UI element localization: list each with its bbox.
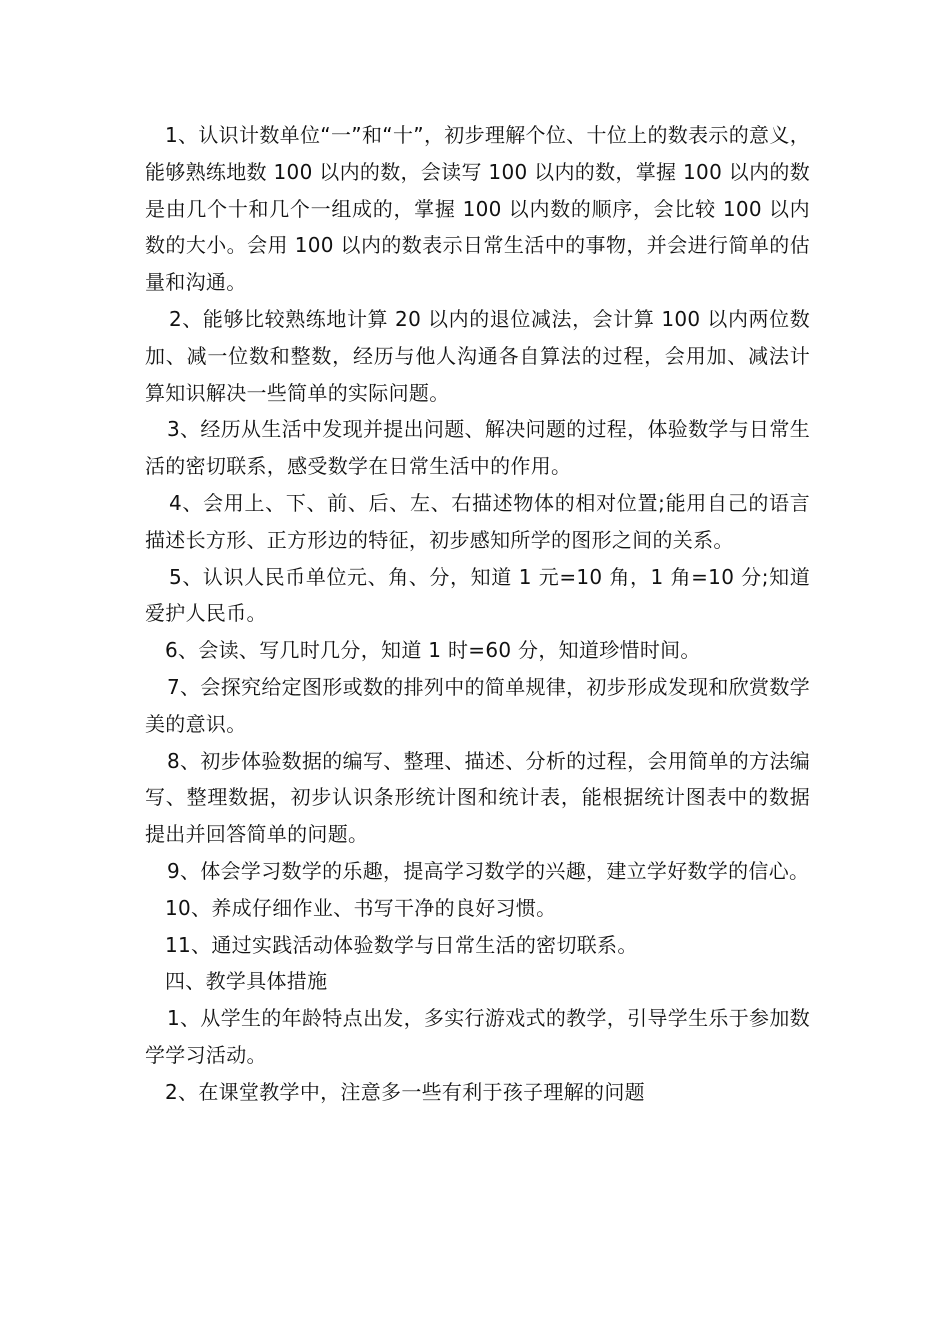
- paragraph-goal-8: [145, 743, 810, 853]
- paragraph-text: 2、在课堂教学中，注意多一些有利于孩子理解的问题: [165, 1079, 645, 1104]
- document-body: [145, 117, 810, 1111]
- paragraph-text: 1、认识计数单位“一”和“十”，初步理解个位、十位上的数表示的意义，能够熟练地数 100 以内的数，会读写 100 以内的数，掌握 100 以内的数是由几个十和几个一组成的，掌握 100 以内数的顺序，会比较 100 以内数的大小。会用 100 以内的数表示日常生活中的事物，并会进行简单的估量和沟通。: [145, 123, 810, 295]
- paragraph-text: 1、从学生的年龄特点出发，多实行游戏式的教学，引导学生乐于参加数学学习活动。: [145, 1006, 810, 1067]
- paragraph-goal-4: [145, 485, 810, 559]
- paragraph-text: 4、会用上、下、前、后、左、右描述物体的相对位置;能用自己的语言描述长方形、正方形边的特征，初步感知所学的图形之间的关系。: [145, 490, 810, 552]
- paragraph-goal-10: [145, 890, 810, 927]
- paragraph-goal-6: [145, 632, 810, 669]
- paragraph-goal-9: [145, 853, 810, 890]
- paragraph-goal-2: [145, 301, 810, 411]
- paragraph-text: 11、通过实践活动体验数学与日常生活的密切联系。: [165, 932, 638, 957]
- paragraph-goal-11: [145, 927, 810, 964]
- paragraph-text: 3、经历从生活中发现并提出问题、解决问题的过程，体验数学与日常生活的密切联系，感受数学在日常生活中的作用。: [145, 417, 810, 479]
- paragraph-text: 8、初步体验数据的编写、整理、描述、分析的过程，会用简单的方法编写、整理数据，初步认识条形统计图和统计表，能根据统计图表中的数据提出并回答简单的问题。: [145, 748, 810, 847]
- paragraph-text: 6、会读、写几时几分，知道 1 时=60 分，知道珍惜时间。: [165, 638, 701, 663]
- paragraph-goal-1: [145, 117, 810, 301]
- paragraph-text: 10、养成仔细作业、书写干净的良好习惯。: [165, 895, 557, 920]
- paragraph-text: 9、体会学习数学的乐趣，提高学习数学的兴趣，建立学好数学的信心。: [167, 858, 810, 883]
- paragraph-goal-5: [145, 559, 810, 633]
- paragraph-text: 7、会探究给定图形或数的排列中的简单规律，初步形成发现和欣赏数学美的意识。: [145, 674, 810, 736]
- paragraph-text: 2、能够比较熟练地计算 20 以内的退位减法，会计算 100 以内两位数加、减一位数和整数，经历与他人沟通各自算法的过程，会用加、减法计算知识解决一些简单的实际问题。: [145, 306, 810, 405]
- paragraph-text: 5、认识人民币单位元、角、分，知道 1 元=10 角，1 角=10 分;知道爱护人民币。: [145, 564, 810, 626]
- paragraph-measure-2: [145, 1074, 810, 1111]
- paragraph-goal-7: [145, 669, 810, 743]
- paragraph-goal-3: [145, 411, 810, 485]
- section-heading: [145, 963, 810, 1000]
- paragraph-measure-1: [145, 1000, 810, 1074]
- section-heading-text: 四、教学具体措施: [165, 969, 328, 994]
